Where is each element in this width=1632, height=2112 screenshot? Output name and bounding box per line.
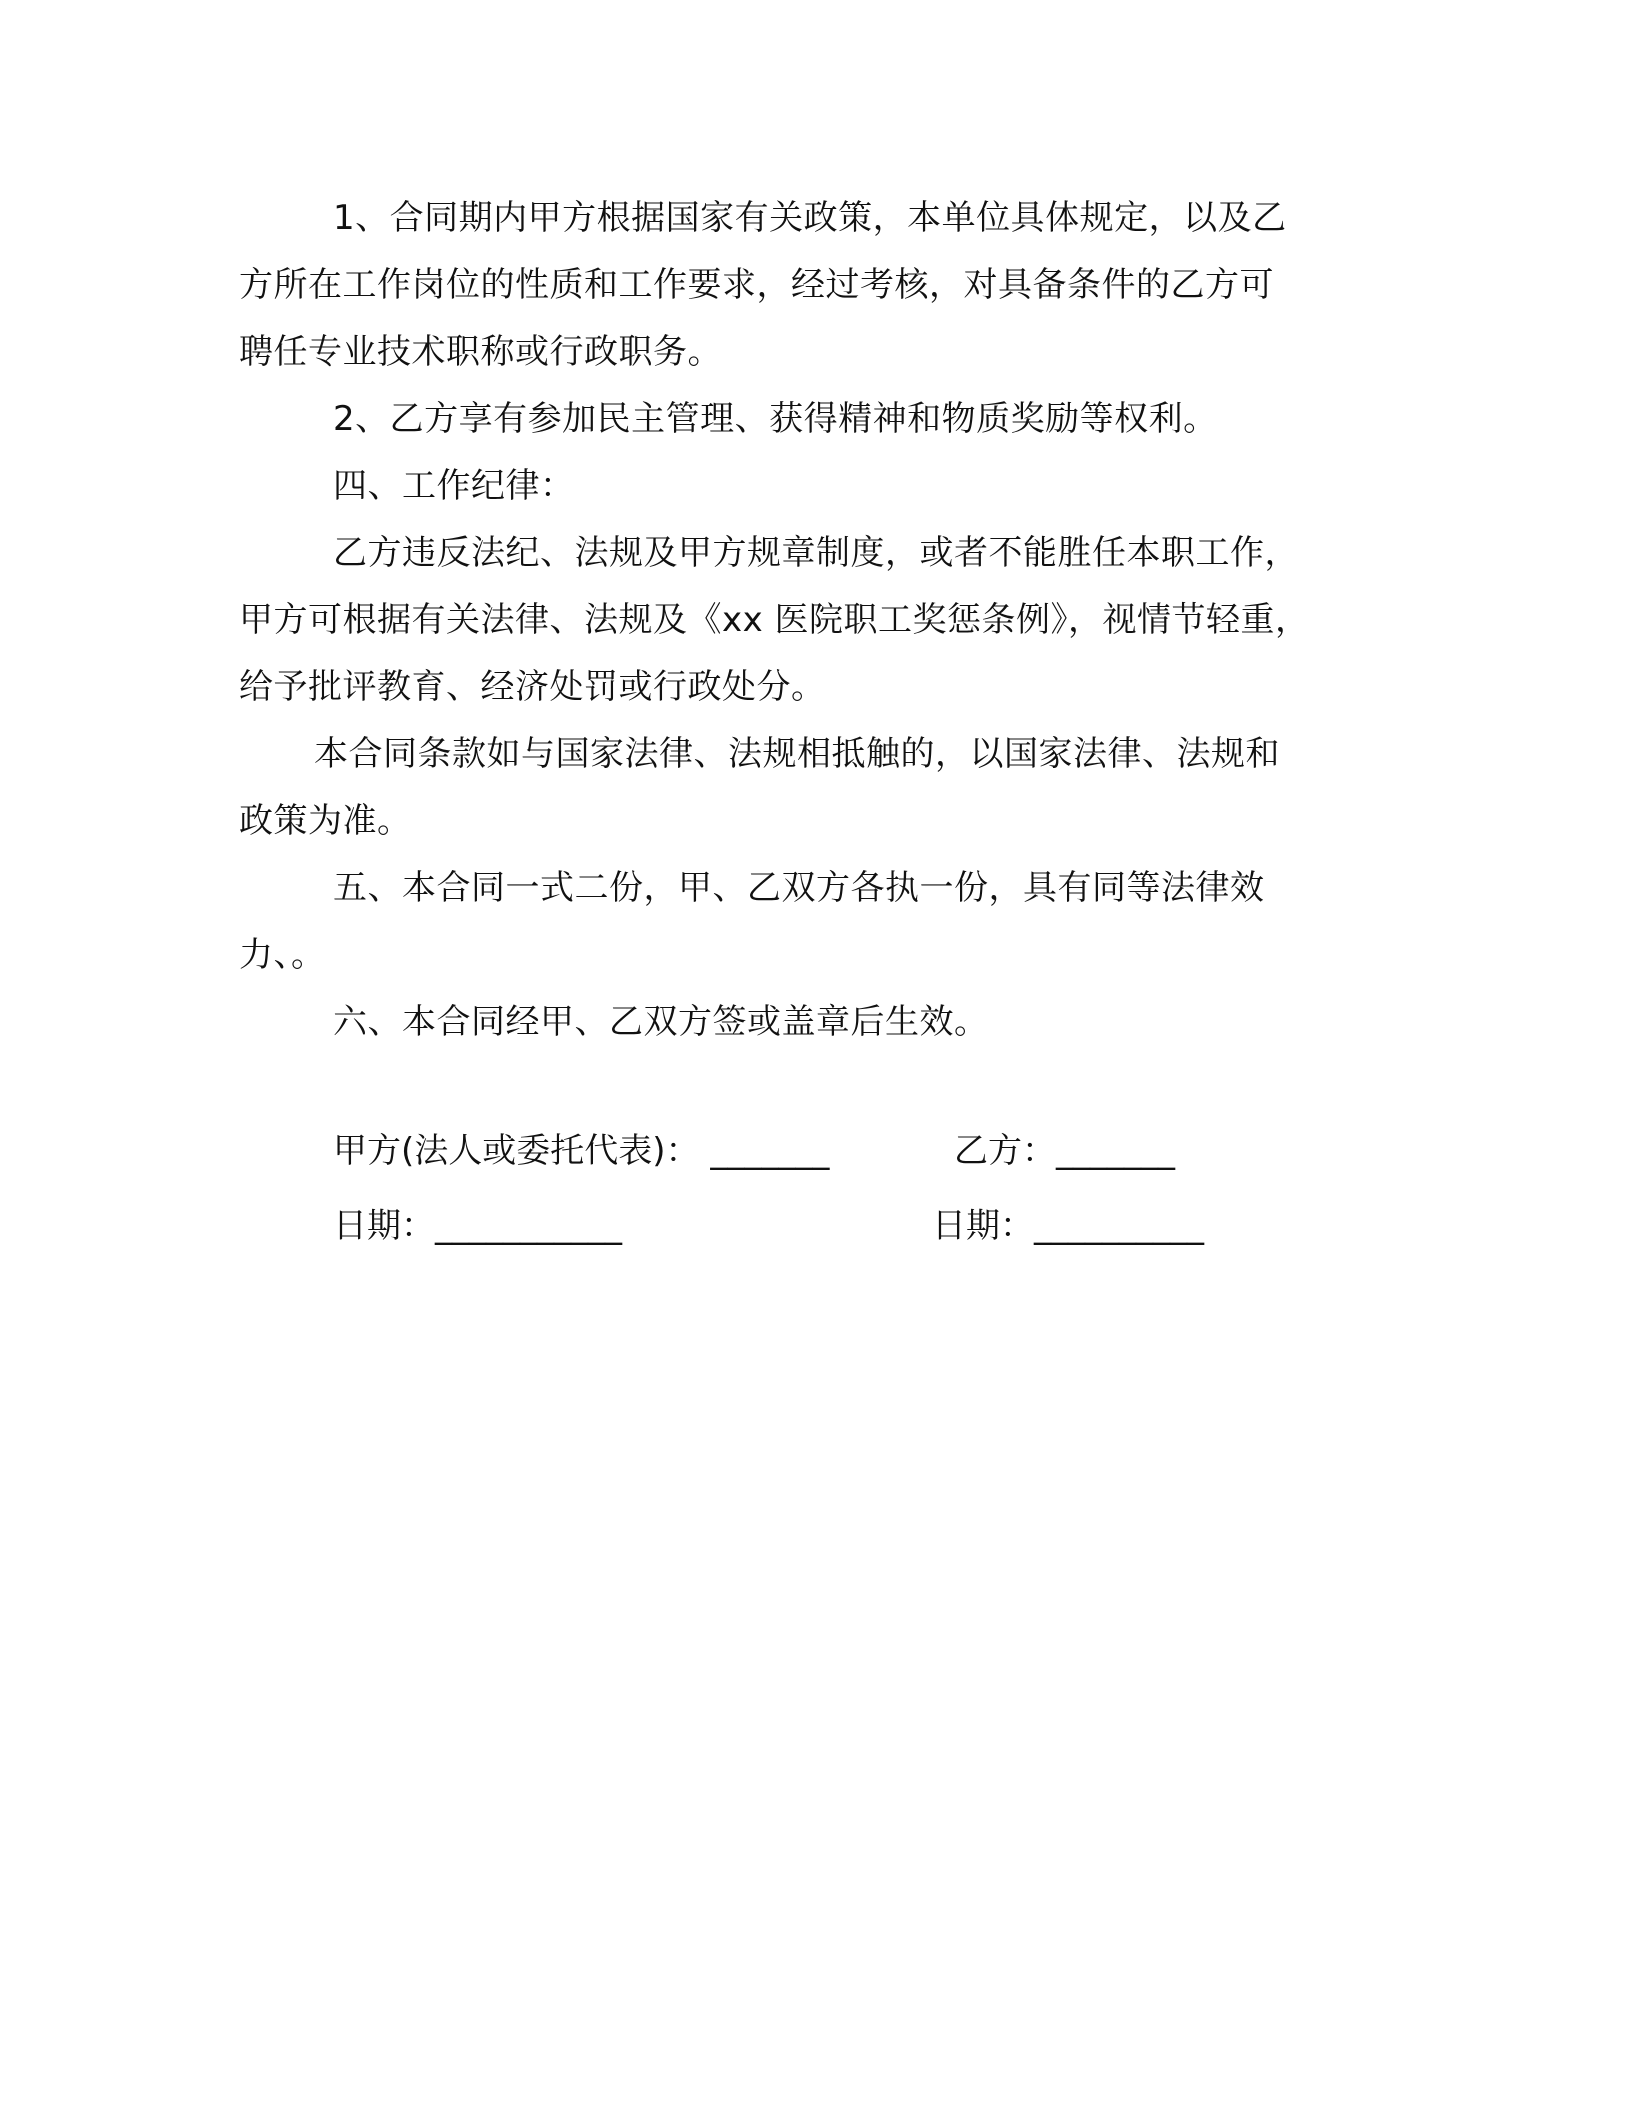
- clause-2: 2、乙方享有参加民主管理、获得精神和物质奖励等权利。: [333, 399, 1218, 439]
- party-b-signature: 乙方：_______: [954, 1131, 1175, 1171]
- discipline-line-2: 甲方可根据有关法律、法规及《xx 医院职工奖惩条例》，视情节轻重，: [239, 600, 1310, 640]
- clause-1-line-1: 1、合同期内甲方根据国家有关政策，本单位具体规定，以及乙: [333, 198, 1287, 238]
- party-a-signature: 甲方(法人或委托代表)： _______: [333, 1131, 830, 1171]
- party-a-date: 日期：___________: [333, 1206, 622, 1246]
- clause-1-line-2: 方所在工作岗位的性质和工作要求，经过考核，对具备条件的乙方可: [239, 265, 1274, 305]
- party-b-date: 日期：__________: [932, 1206, 1204, 1246]
- discipline-line-3: 给予批评教育、经济处罚或行政处分。: [239, 667, 826, 707]
- precedence-line-2: 政策为准。: [239, 801, 412, 841]
- section-6: 六、本合同经甲、乙双方签或盖章后生效。: [333, 1002, 989, 1042]
- section-5-line-1: 五、本合同一式二份，甲、乙双方各执一份，具有同等法律效: [333, 868, 1265, 908]
- discipline-line-1: 乙方违反法纪、法规及甲方规章制度，或者不能胜任本职工作，: [333, 533, 1299, 573]
- clause-1-line-3: 聘任专业技术职称或行政职务。: [239, 332, 722, 372]
- section-4-title: 四、工作纪律：: [333, 466, 575, 506]
- section-5-line-2: 力、。: [239, 935, 326, 975]
- precedence-line-1: 本合同条款如与国家法律、法规相抵触的，以国家法律、法规和: [314, 734, 1280, 774]
